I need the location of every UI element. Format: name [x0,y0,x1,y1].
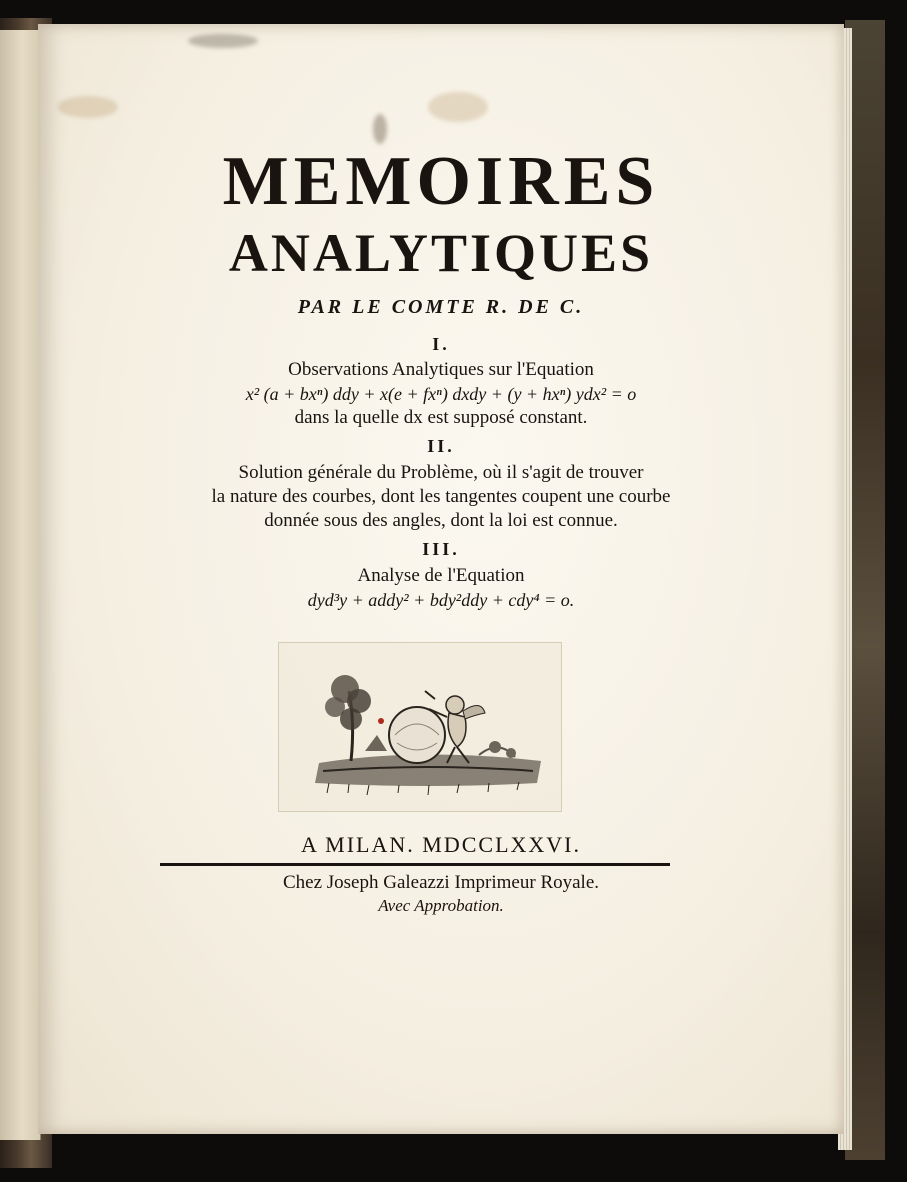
stain [188,34,258,48]
stain [373,114,387,144]
section-1-numeral: I. [432,334,450,354]
title-line-2: ANALYTIQUES [228,223,654,283]
author-line: PAR LE COMTE R. DE C. [297,296,585,318]
section-2-line-1: Solution générale du Problème, où il s'agit de trouver [238,462,644,483]
section-2-line-2: la nature des courbes, dont les tangentes coupent une courbe [211,486,671,507]
section-3-text: Analyse de l'Equation [357,565,525,586]
engraving-putto-globe-icon [278,642,562,812]
title-page [38,24,844,1134]
imprint-rule [160,863,670,866]
title-line-1: MEMOIRES [222,143,660,220]
vignette-engraving [279,643,561,811]
section-3-numeral: III. [422,539,460,559]
section-2-numeral: II. [427,436,455,456]
stain [58,96,118,118]
section-3-equation: dyd³y + addy² + bdy²ddy + cdy⁴ = o. [307,590,575,610]
imprint-printer: Chez Joseph Galeazzi Imprimeur Royale. [282,872,600,893]
section-1-equation: x² (a + bxⁿ) ddy + x(e + fxⁿ) dxdy + (y + hxⁿ) ydx² = o [245,384,637,404]
imprint-approval: Avec Approbation. [378,896,504,915]
section-1-text: Observations Analytiques sur l'Equation [288,359,594,380]
section-2-line-3: donnée sous des angles, dont la loi est connue. [264,510,618,531]
left-page-edge [0,30,41,1140]
stain [428,92,488,122]
imprint-place-date: A MILAN. MDCCLXXVI. [301,832,581,857]
section-1-note: dans la quelle dx est supposé constant. [294,407,588,428]
